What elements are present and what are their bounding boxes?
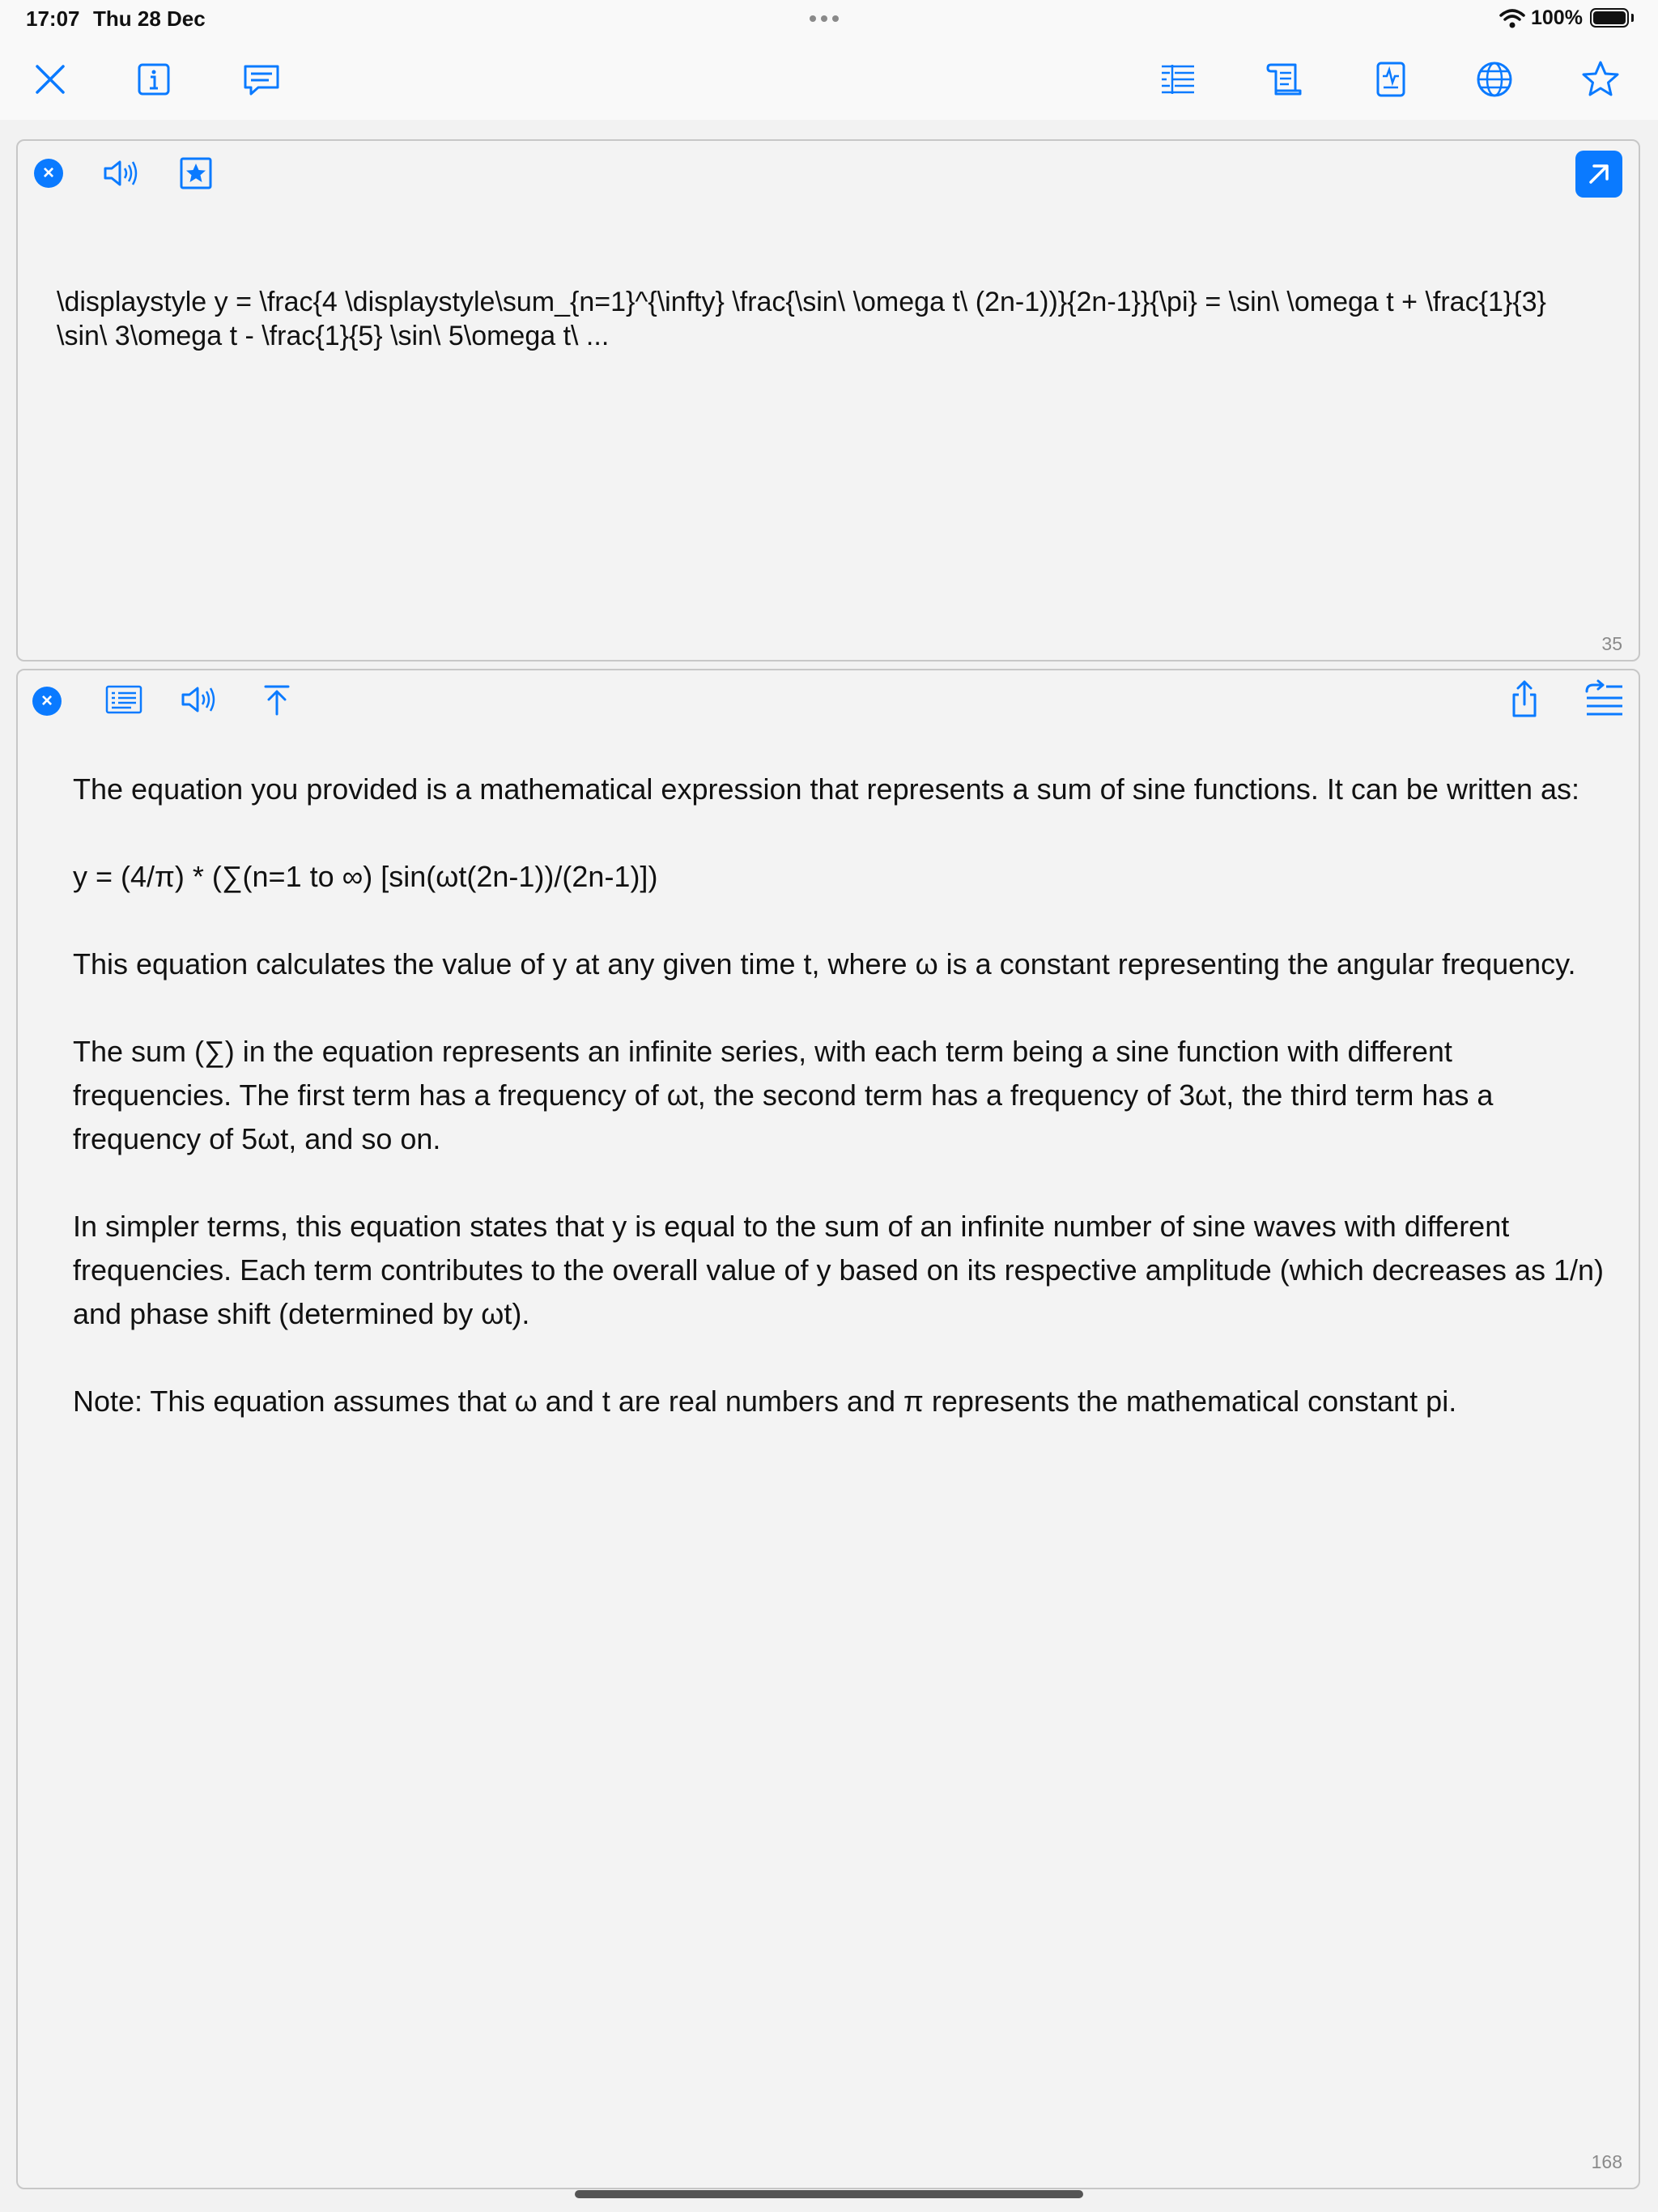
close-button[interactable] [26, 55, 74, 104]
battery-icon [1590, 8, 1629, 28]
list-arrow-icon [1582, 678, 1626, 721]
share-icon [1504, 678, 1545, 721]
input-char-count: 35 [1601, 633, 1622, 654]
speak-output-button[interactable] [178, 680, 220, 719]
scroll-icon [1265, 58, 1307, 100]
reader-view-button[interactable] [102, 680, 146, 719]
speaker-icon [100, 154, 142, 193]
clear-input-button[interactable] [34, 159, 63, 188]
input-text[interactable]: \displaystyle y = \frac{4 \displaystyle\sum_{n=1}^{\infty} \frac{\sin\ \omega t\ (2n-1))}{2n-1}}{\pi} = \sin\ \omega t + \frac{1}{3} \sin\ 3\omega t - \frac{1}{5} \sin\ 5\omega t\ ... [57, 287, 1554, 351]
output-paragraph: The equation you provided is a mathematical expression that represents a sum of sine functions. It can be written as: [73, 772, 1579, 806]
clear-output-button[interactable] [32, 687, 62, 716]
move-to-input-button[interactable] [257, 680, 296, 719]
comment-button[interactable] [237, 55, 286, 104]
multitasking-dots-icon[interactable] [810, 11, 844, 26]
clear-x-icon: × [40, 690, 53, 712]
list-lines-icon [1157, 58, 1199, 100]
translate-globe-button[interactable] [1470, 55, 1519, 104]
arrow-up-to-line-icon [257, 680, 296, 719]
info-button[interactable] [130, 55, 178, 104]
output-paragraph: The sum (∑) in the equation represents an infinite series, with each term being a sine function with different frequencies. The first term has a frequency of ωt, the second term has a frequency of 3ωt, the third term has a frequency of 5ωt, and so on. [73, 1035, 1494, 1155]
favorite-button[interactable] [1576, 55, 1625, 104]
battery-percent: 100% [1531, 6, 1583, 29]
top-toolbar [0, 39, 1658, 120]
wifi-icon [1499, 8, 1525, 29]
arrow-up-right-icon [1575, 151, 1622, 198]
globe-icon [1473, 58, 1516, 100]
output-panel [16, 669, 1640, 2189]
status-bar [0, 0, 1658, 39]
text-lines-box-icon [102, 680, 146, 719]
history-scroll-button[interactable] [1261, 55, 1310, 104]
dictionary-list-button[interactable] [1154, 55, 1202, 104]
info-icon [133, 58, 175, 100]
output-paragraph: In simpler terms, this equation states that y is equal to the sum of an infinite number of sine waves with different frequencies. Each term contributes to the overall value of y based on its respective amplitude (which decreases as 1/n) and phase shift (determined by ωt). [73, 1210, 1604, 1330]
output-paragraph: Note: This equation assumes that ω and t are real numbers and π represents the mathematical constant pi. [73, 1385, 1457, 1418]
star-icon [1579, 58, 1622, 100]
output-paragraph: y = (4/π) * (∑(n=1 to ∞) [sin(ωt(2n-1))/(2n-1)]) [73, 860, 658, 893]
share-button[interactable] [1504, 678, 1545, 721]
clear-x-icon: × [42, 162, 54, 184]
comment-icon [240, 58, 283, 100]
close-icon [29, 58, 71, 100]
input-panel[interactable] [16, 139, 1640, 661]
status-time: 17:07 [26, 6, 80, 31]
speaker-icon [178, 680, 220, 719]
append-list-button[interactable] [1582, 678, 1626, 721]
output-text[interactable] [73, 768, 1611, 1467]
speak-input-button[interactable] [100, 154, 142, 193]
star-box-icon [176, 154, 215, 193]
status-date: Thu 28 Dec [93, 6, 206, 31]
output-paragraph: This equation calculates the value of y at any given time t, where ω is a constant representing the angular frequency. [73, 947, 1576, 981]
expand-button[interactable] [1575, 151, 1622, 198]
bookmark-input-button[interactable] [176, 154, 215, 193]
document-audio-button[interactable] [1367, 55, 1415, 104]
document-waveform-icon [1370, 58, 1412, 100]
output-char-count: 168 [1591, 2151, 1622, 2172]
home-indicator[interactable] [575, 2190, 1083, 2198]
battery-tip [1631, 14, 1634, 22]
